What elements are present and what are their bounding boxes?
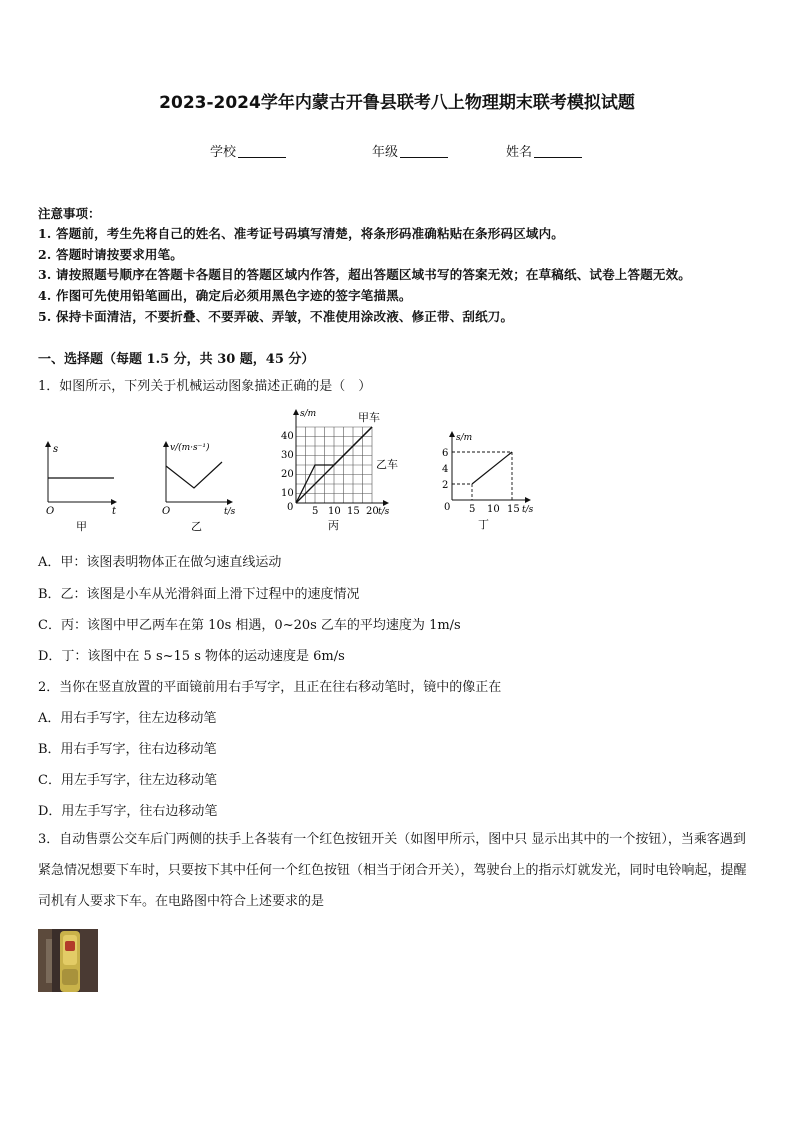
page-title: 2023-2024学年内蒙古开鲁县联考八上物理期末联考模拟试题 (159, 93, 635, 113)
bus-button-photo (38, 929, 98, 992)
ding-xtick: 10 (487, 504, 500, 515)
question-3-stem: 3．自动售票公交车后门两侧的扶手上各装有一个红色按钮开关（如图甲所示，图中只 显示出其中的一个按钮），当乘客遇到紧急情况想要下车时，只要按下其中任何一个红色按钮（相当于闭合开关），驾驶台上的指示灯就发光，同时电铃响起，提醒司机有人要求下车。在电路图中符合上述要求的是 (38, 832, 747, 909)
bing-ylabel: s/m (300, 409, 317, 419)
ding-caption: 丁 (478, 518, 489, 531)
bing-caption: 丙 (328, 519, 339, 532)
yi-xlabel: t/s (224, 507, 236, 517)
ding-xlabel: t/s (522, 505, 534, 515)
notes-heading: 注意事项： (38, 206, 101, 221)
ding-ytick: 6 (442, 448, 449, 459)
ding-ytick: 2 (442, 480, 449, 491)
grade-field (372, 141, 448, 160)
school-label: 学校 (210, 145, 237, 160)
bing-xtick: 20 (366, 506, 379, 517)
grade-label: 年级 (372, 145, 399, 160)
graph-yi (162, 442, 236, 533)
bing-ytick: 20 (281, 469, 294, 480)
name-label: 姓名 (506, 145, 533, 160)
q1-option-a: A．甲：该图表明物体正在做匀速直线运动 (38, 555, 282, 570)
q1-option-d: D．丁：该图中在 5 s~15 s 物体的运动速度是 6m/s (38, 649, 345, 664)
school-field (210, 141, 286, 160)
bing-xlabel: t/s (378, 507, 390, 517)
graph-jia (46, 442, 117, 533)
note-item: 3. 请按照题号顺序在答题卡各题目的答题区域内作答，超出答题区域书写的答案无效；在草稿纸、试卷上答题无效。 (38, 267, 692, 282)
q2-option-d: D．用左手写字，往右边移动笔 (38, 804, 218, 819)
note-item: 1. 答题前，考生先将自己的姓名、准考证号码填写清楚，将条形码准确粘贴在条形码区域内。 (38, 226, 565, 241)
q2-option-b: B．用右手写字，往右边移动笔 (38, 742, 217, 757)
school-blank (238, 144, 286, 158)
grade-blank (400, 144, 448, 158)
graph-ding (442, 432, 534, 531)
yi-ylabel: v/(m·s⁻¹) (170, 443, 210, 453)
q1-option-b: B．乙：该图是小车从光滑斜面上滑下过程中的速度情况 (38, 587, 360, 602)
ding-ylabel: s/m (456, 433, 473, 443)
bing-origin: 0 (287, 502, 294, 513)
note-item: 5. 保持卡面清洁，不要折叠、不要弄破、弄皱，不准使用涂改液、修正带、刮纸刀。 (38, 309, 514, 324)
yi-origin: O (162, 506, 171, 517)
question-2-stem: 2．当你在竖直放置的平面镜前用右手写字，且正在往右移动笔时，镜中的像正在 (38, 680, 502, 695)
question-1-stem: 1．如图所示，下列关于机械运动图象描述正确的是（ ） (38, 379, 372, 394)
q1-option-c: C．丙：该图中甲乙两车在第 10s 相遇，0~20s 乙车的平均速度为 1m/s (38, 618, 461, 633)
bing-label-b: 乙车 (376, 458, 398, 471)
jia-ylabel: s (53, 444, 59, 455)
q2-option-a: A．用右手写字，往左边移动笔 (38, 711, 217, 726)
ding-xtick: 15 (507, 504, 520, 515)
q2-option-c: C．用左手写字，往左边移动笔 (38, 773, 217, 788)
name-field (506, 141, 582, 160)
yi-caption: 乙 (191, 520, 202, 533)
graph-bing (281, 409, 398, 532)
jia-origin: O (46, 506, 55, 517)
ding-ytick: 4 (442, 464, 449, 475)
bing-xtick: 15 (347, 506, 360, 517)
bing-xtick: 5 (312, 506, 319, 517)
bing-label-a: 甲车 (358, 411, 380, 424)
bing-ytick: 40 (281, 431, 294, 442)
note-item: 2. 答题时请按要求用笔。 (38, 247, 184, 262)
ding-origin: 0 (444, 502, 451, 513)
note-item: 4. 作图可先使用铅笔画出，确定后必须用黑色字迹的签字笔描黑。 (38, 288, 412, 303)
q1-graphs (36, 402, 556, 537)
ding-xtick: 5 (469, 504, 476, 515)
section-heading: 一、选择题（每题 1.5 分，共 30 题，45 分） (38, 352, 315, 367)
bing-ytick: 30 (281, 450, 294, 461)
jia-caption: 甲 (76, 520, 87, 533)
bing-ytick: 10 (281, 488, 294, 499)
jia-xlabel: t (112, 506, 117, 517)
bing-xtick: 10 (328, 506, 341, 517)
name-blank (534, 144, 582, 158)
